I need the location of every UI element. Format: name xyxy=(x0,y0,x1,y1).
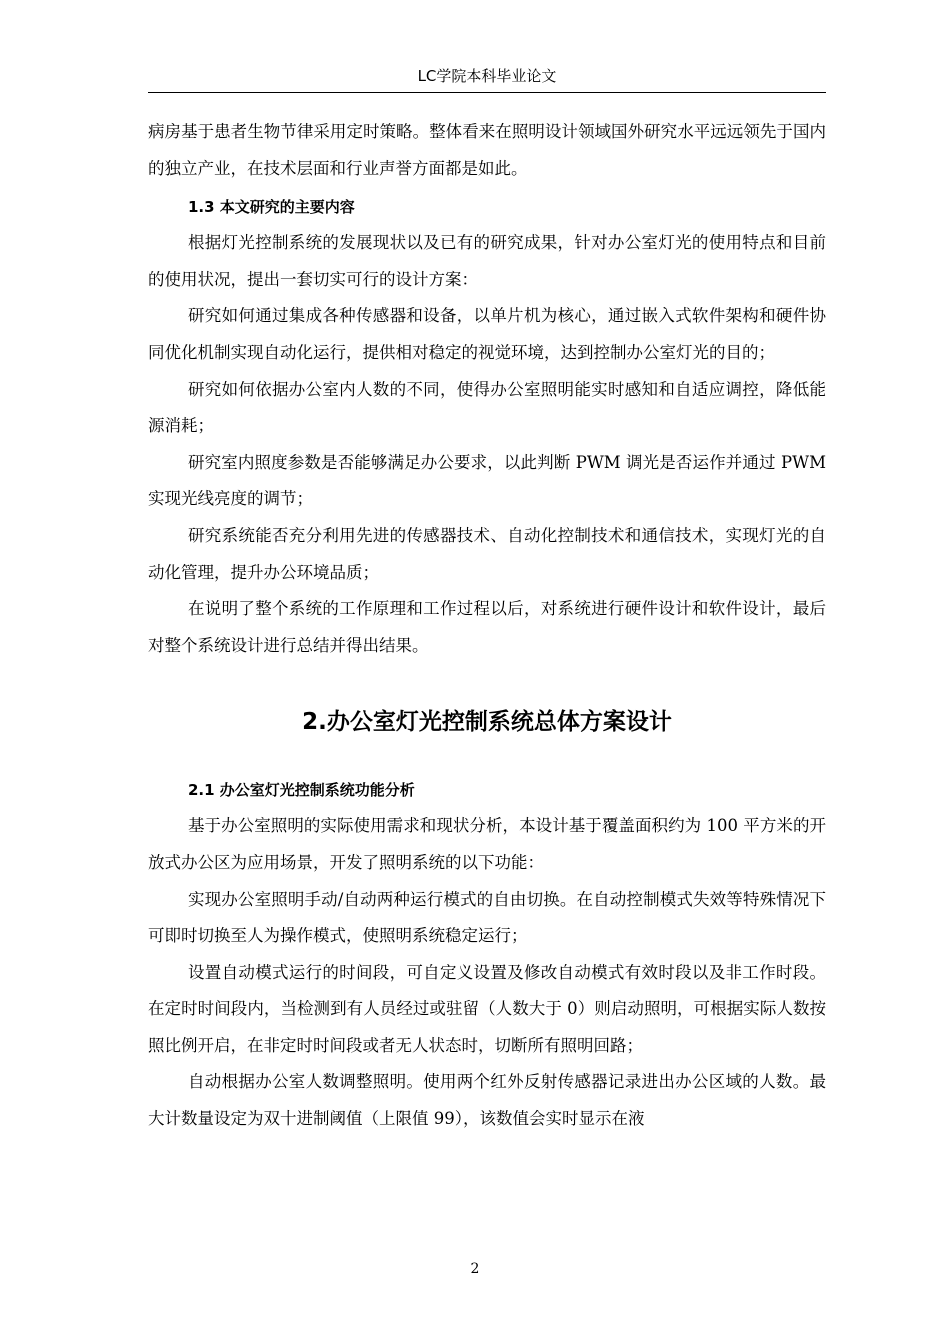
section-2-1-paragraph: 实现办公室照明手动/自动两种运行模式的自由切换。在自动控制模式失效等特殊情况下可即时切换至人为操作模式，使照明系统稳定运行； xyxy=(148,889,826,946)
header-divider xyxy=(148,92,826,93)
section-1-3-paragraph: 在说明了整个系统的工作原理和工作过程以后，对系统进行硬件设计和软件设计，最后对整个系统设计进行总结并得出结果。 xyxy=(148,599,826,655)
page-number: 2 xyxy=(470,1261,480,1277)
section-1-3-paragraph: 研究如何通过集成各种传感器和设备，以单片机为核心，通过嵌入式软件架构和硬件协同优化机制实现自动化运行，提供相对稳定的视觉环境，达到控制办公室灯光的目的； xyxy=(148,306,826,362)
section-1-3-paragraph: 研究系统能否充分利用先进的传感器技术、自动化控制技术和通信技术，实现灯光的自动化管理，提升办公环境品质； xyxy=(148,525,826,582)
intro-paragraph: 病房基于患者生物节律采用定时策略。整体看来在照明设计领域国外研究水平远远领先于国内的独立产业，在技术层面和行业声誉方面都是如此。 xyxy=(148,122,826,178)
section-heading-2-1: 2.1 办公室灯光控制系统功能分析 xyxy=(188,781,415,800)
section-1-3-paragraph: 根据灯光控制系统的发展现状以及已有的研究成果，针对办公室灯光的使用特点和目前的使用状况，提出一套切实可行的设计方案： xyxy=(148,233,826,289)
section-2-1-paragraph: 基于办公室照明的实际使用需求和现状分析，本设计基于覆盖面积约为 100 平方米的开放式办公区为应用场景，开发了照明系统的以下功能： xyxy=(148,816,826,872)
running-header: LC学院本科毕业论文 xyxy=(417,67,557,85)
section-1-3-paragraph: 研究室内照度参数是否能够满足办公要求，以此判断 PWM 调光是否运作并通过 PWM 实现光线亮度的调节； xyxy=(148,452,826,509)
section-2-1-paragraph: 设置自动模式运行的时间段，可自定义设置及修改自动模式有效时段以及非工作时段。在定时时间段内，当检测到有人员经过或驻留（人数大于 0）则启动照明，可根据实际人数按照比例开启，在非定时时间段或者无人状态时，切断所有照明回路； xyxy=(148,962,826,1055)
page-body xyxy=(148,114,826,1138)
section-2-1-paragraph: 自动根据办公室人数调整照明。使用两个红外反射传感器记录进出办公区域的人数。最大计数量设定为双十进制阈值（上限值 99），该数值会实时显示在液 xyxy=(148,1072,826,1129)
chapter-heading-2: 2.办公室灯光控制系统总体方案设计 xyxy=(302,709,672,736)
section-1-3-paragraph: 研究如何依据办公室内人数的不同，使得办公室照明能实时感知和自适应调控，降低能源消耗； xyxy=(148,379,826,436)
section-heading-1-3: 1.3 本文研究的主要内容 xyxy=(188,198,355,217)
